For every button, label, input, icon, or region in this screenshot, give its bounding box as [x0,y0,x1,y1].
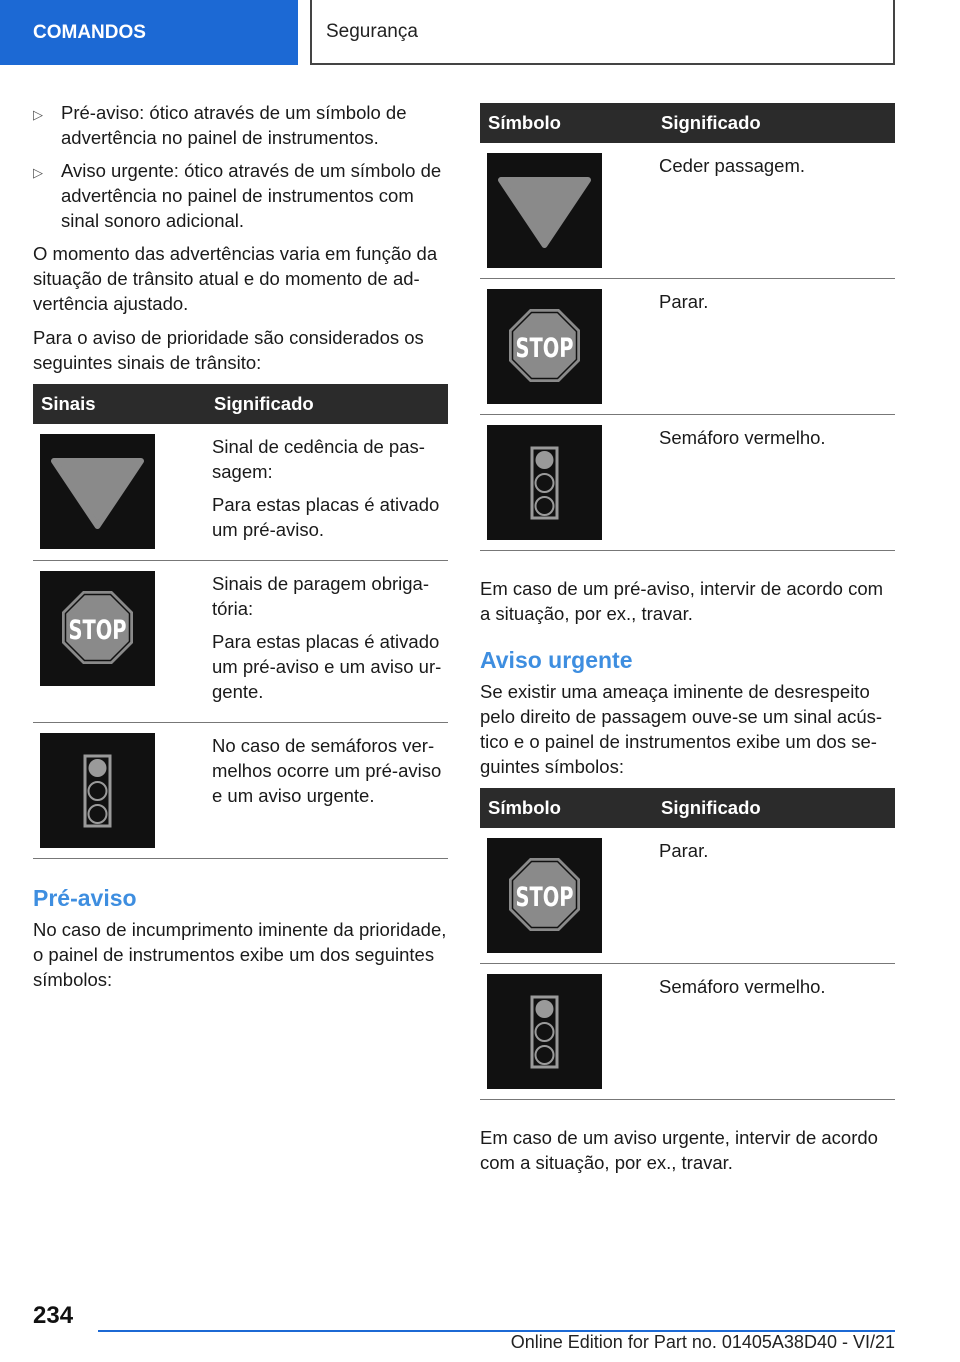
table-row [33,723,448,859]
traffic-light-icon [40,733,155,848]
table-cell-text: Para estas placas é ativado um pré-aviso e um aviso urgente. [212,631,442,702]
left-column [33,100,448,1001]
symbols-table [480,103,895,551]
page-number: 234 [33,1302,74,1329]
header-chapter-label: Segurança [326,20,418,42]
table-row [480,279,895,415]
table-header-cell: Símbolo [480,788,653,828]
section-heading: Aviso urgente [480,647,633,673]
table-row [33,424,448,561]
stop-sign-icon [40,571,155,686]
table-row [480,415,895,551]
table-cell-text: Sinal de cedência de passagem: [212,436,425,482]
table-row [480,143,895,279]
yield-sign-icon [487,153,602,268]
svg-text:STOP: STOP [515,333,574,364]
bullet-text: Aviso urgente: ótico através de um símbolo de advertência no painel de instrumentos com sinal sonoro adicional. [61,160,442,231]
footer-edition-text: Online Edition for Part no. 01405A38D40 - VI/21 [510,1332,895,1352]
bullet-text: Pré-aviso: ótico através de um símbolo de advertência no painel de instrumentos. [61,102,407,148]
table-header-cell: Significado [653,788,895,828]
yield-sign-icon [40,434,155,549]
header-section-tab [0,0,298,65]
table-row [480,964,895,1100]
stop-sign-icon [487,838,602,953]
paragraph: Para o aviso de prioridade são considerados os seguintes sinais de trânsito: [33,327,424,373]
section-heading: Pré-aviso [33,885,137,911]
paragraph: No caso de incumprimento iminente da prioridade, o painel de instrumentos exibe um dos seguintes símbolos: [33,919,447,990]
table-cell-text: Parar. [659,840,709,861]
table-cell-text: Para estas placas é ativado um pré-aviso. [212,494,440,540]
table-row [33,561,448,723]
right-column [480,103,895,1184]
stop-sign-icon [487,289,602,404]
header-chapter-tab [310,0,895,65]
bullet-item [33,100,448,150]
svg-text:STOP: STOP [515,882,574,913]
traffic-light-icon [487,974,602,1089]
symbols-table [480,788,895,1100]
table-header-row [33,384,448,424]
table-cell-text: Semáforo vermelho. [659,427,826,448]
table-cell-text: Ceder passagem. [659,155,806,176]
bullet-item [33,158,448,233]
triangle-bullet-icon: ▷ [33,165,43,180]
svg-text:STOP: STOP [68,615,127,646]
triangle-bullet-icon: ▷ [33,107,43,122]
table-row [480,828,895,964]
paragraph: O momento das advertências varia em função da situação de trânsito atual e do momento de advertência ajustado. [33,243,438,314]
table-cell-text: Semáforo vermelho. [659,976,826,997]
table-header-cell: Significado [206,384,448,424]
header-section-label: COMANDOS [33,21,146,43]
table-header-row [480,103,895,143]
paragraph: Em caso de um aviso urgente, intervir de acordo com a situação, por ex., travar. [480,1127,878,1173]
traffic-light-icon [487,425,602,540]
table-header-cell: Símbolo [480,103,653,143]
table-header-cell: Sinais [33,384,206,424]
paragraph: Se existir uma ameaça iminente de desrespeito pelo direito de passagem ouve-se um sinal acústico e o painel de instrumentos exibe um dos seguintes símbolos: [480,681,883,777]
table-cell-text: No caso de semáforos vermelhos ocorre um pré-aviso e um aviso urgente. [212,735,442,806]
table-cell-text: Parar. [659,291,709,312]
table-cell-text: Sinais de paragem obrigatória: [212,573,429,619]
signs-table [33,384,448,859]
table-header-row [480,788,895,828]
table-header-cell: Significado [653,103,895,143]
paragraph: Em caso de um pré-aviso, intervir de acordo com a situação, por ex., travar. [480,578,884,624]
